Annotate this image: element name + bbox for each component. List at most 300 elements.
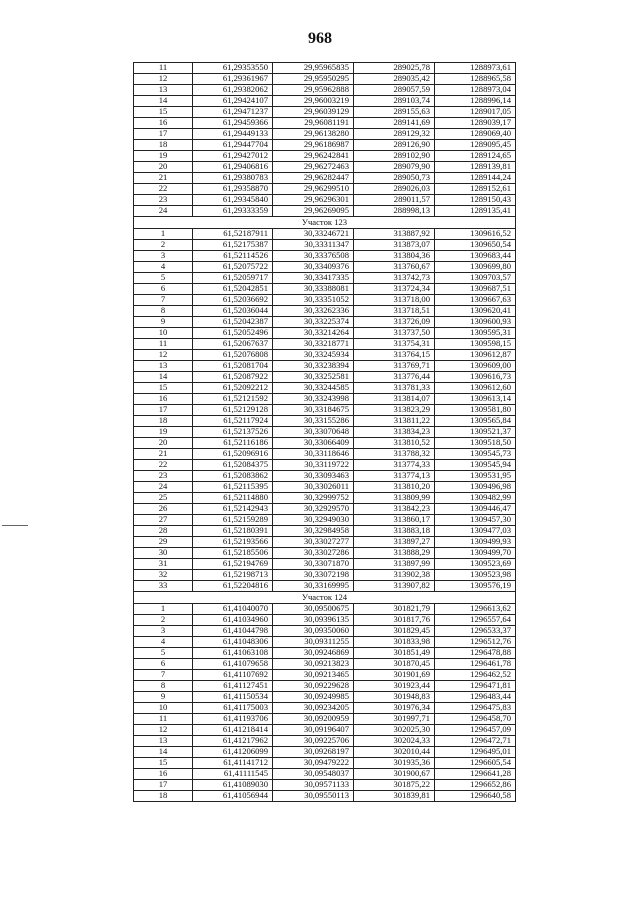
longitude-cell: 30,33218771 — [273, 339, 354, 350]
latitude-cell: 61,52036692 — [193, 295, 273, 306]
point-number-cell: 28 — [134, 526, 193, 537]
y-coordinate-cell: 1296458,70 — [435, 714, 516, 725]
point-number-cell: 8 — [134, 306, 193, 317]
point-number-cell: 23 — [134, 471, 193, 482]
y-coordinate-cell: 1309565,84 — [435, 416, 516, 427]
latitude-cell: 61,41193706 — [193, 714, 273, 725]
latitude-cell: 61,52067637 — [193, 339, 273, 350]
longitude-cell: 30,32984958 — [273, 526, 354, 537]
table-row — [134, 306, 516, 317]
margin-mark — [2, 525, 28, 526]
point-number-cell: 13 — [134, 736, 193, 747]
table-row — [134, 372, 516, 383]
point-number-cell: 5 — [134, 273, 193, 284]
latitude-cell: 61,41063108 — [193, 648, 273, 659]
table-row — [134, 482, 516, 493]
x-coordinate-cell: 313718,51 — [354, 306, 435, 317]
table-row — [134, 548, 516, 559]
table-row — [134, 129, 516, 140]
point-number-cell: 24 — [134, 206, 193, 217]
x-coordinate-cell: 313842,23 — [354, 504, 435, 515]
point-number-cell: 13 — [134, 361, 193, 372]
table-row — [134, 151, 516, 162]
longitude-cell: 29,96081191 — [273, 118, 354, 129]
y-coordinate-cell: 1309598,15 — [435, 339, 516, 350]
y-coordinate-cell: 1309521,37 — [435, 427, 516, 438]
x-coordinate-cell: 313902,38 — [354, 570, 435, 581]
y-coordinate-cell: 1289152,61 — [435, 184, 516, 195]
y-coordinate-cell: 1296461,78 — [435, 659, 516, 670]
x-coordinate-cell: 289011,57 — [354, 195, 435, 206]
latitude-cell: 61,52096916 — [193, 449, 273, 460]
y-coordinate-cell: 1309496,98 — [435, 482, 516, 493]
longitude-cell: 29,96003219 — [273, 96, 354, 107]
x-coordinate-cell: 301833,98 — [354, 637, 435, 648]
y-coordinate-cell: 1309523,69 — [435, 559, 516, 570]
y-coordinate-cell: 1309616,73 — [435, 372, 516, 383]
y-coordinate-cell: 1309703,57 — [435, 273, 516, 284]
point-number-cell: 5 — [134, 648, 193, 659]
point-number-cell: 1 — [134, 229, 193, 240]
x-coordinate-cell: 301829,45 — [354, 626, 435, 637]
x-coordinate-cell: 289141,69 — [354, 118, 435, 129]
y-coordinate-cell: 1296475,83 — [435, 703, 516, 714]
x-coordinate-cell: 313781,33 — [354, 383, 435, 394]
x-coordinate-cell: 301817,76 — [354, 615, 435, 626]
latitude-cell: 61,29333359 — [193, 206, 273, 217]
point-number-cell: 2 — [134, 240, 193, 251]
point-number-cell: 19 — [134, 151, 193, 162]
point-number-cell: 13 — [134, 85, 193, 96]
point-number-cell: 18 — [134, 791, 193, 802]
longitude-cell: 30,33417335 — [273, 273, 354, 284]
latitude-cell: 61,29424107 — [193, 96, 273, 107]
latitude-cell: 61,41079658 — [193, 659, 273, 670]
x-coordinate-cell: 302024,33 — [354, 736, 435, 747]
page-number: 968 — [308, 30, 332, 47]
longitude-cell: 30,33118646 — [273, 449, 354, 460]
point-number-cell: 25 — [134, 493, 193, 504]
table-row — [134, 449, 516, 460]
latitude-cell: 61,52142943 — [193, 504, 273, 515]
point-number-cell: 20 — [134, 438, 193, 449]
longitude-cell: 30,32949030 — [273, 515, 354, 526]
point-number-cell: 7 — [134, 295, 193, 306]
point-number-cell: 2 — [134, 615, 193, 626]
table-row — [134, 581, 516, 592]
latitude-cell: 61,52036044 — [193, 306, 273, 317]
table-row — [134, 604, 516, 615]
y-coordinate-cell: 1309600,93 — [435, 317, 516, 328]
x-coordinate-cell: 313873,07 — [354, 240, 435, 251]
point-number-cell: 19 — [134, 427, 193, 438]
point-number-cell: 29 — [134, 537, 193, 548]
longitude-cell: 30,33243998 — [273, 394, 354, 405]
table-row — [134, 339, 516, 350]
y-coordinate-cell: 1289144,24 — [435, 173, 516, 184]
y-coordinate-cell: 1309523,98 — [435, 570, 516, 581]
x-coordinate-cell: 301923,44 — [354, 681, 435, 692]
latitude-cell: 61,52185506 — [193, 548, 273, 559]
latitude-cell: 61,52115395 — [193, 482, 273, 493]
table-row — [134, 537, 516, 548]
point-number-cell: 14 — [134, 96, 193, 107]
longitude-cell: 30,33155286 — [273, 416, 354, 427]
point-number-cell: 22 — [134, 460, 193, 471]
coordinates-table — [133, 62, 516, 802]
point-number-cell: 10 — [134, 703, 193, 714]
longitude-cell: 30,33026011 — [273, 482, 354, 493]
table-row — [134, 648, 516, 659]
table-row — [134, 240, 516, 251]
table-row — [134, 736, 516, 747]
y-coordinate-cell: 1296641,28 — [435, 769, 516, 780]
table-row — [134, 471, 516, 482]
longitude-cell: 29,96296301 — [273, 195, 354, 206]
longitude-cell: 30,33238394 — [273, 361, 354, 372]
y-coordinate-cell: 1309613,14 — [435, 394, 516, 405]
table-row — [134, 747, 516, 758]
longitude-cell: 29,96299510 — [273, 184, 354, 195]
x-coordinate-cell: 313810,52 — [354, 438, 435, 449]
point-number-cell: 17 — [134, 405, 193, 416]
table-row — [134, 162, 516, 173]
x-coordinate-cell: 313754,31 — [354, 339, 435, 350]
table-row — [134, 394, 516, 405]
x-coordinate-cell: 313888,29 — [354, 548, 435, 559]
longitude-cell: 30,09268197 — [273, 747, 354, 758]
latitude-cell: 61,41218414 — [193, 725, 273, 736]
point-number-cell: 3 — [134, 626, 193, 637]
table-row — [134, 184, 516, 195]
y-coordinate-cell: 1296557,64 — [435, 615, 516, 626]
y-coordinate-cell: 1309499,70 — [435, 548, 516, 559]
x-coordinate-cell: 313764,15 — [354, 350, 435, 361]
table-row — [134, 107, 516, 118]
x-coordinate-cell: 313718,00 — [354, 295, 435, 306]
table-row — [134, 438, 516, 449]
latitude-cell: 61,52187911 — [193, 229, 273, 240]
latitude-cell: 61,52116186 — [193, 438, 273, 449]
x-coordinate-cell: 313810,20 — [354, 482, 435, 493]
x-coordinate-cell: 313814,07 — [354, 394, 435, 405]
latitude-cell: 61,41217962 — [193, 736, 273, 747]
section-header-row — [134, 592, 516, 604]
longitude-cell: 30,09550113 — [273, 791, 354, 802]
point-number-cell: 24 — [134, 482, 193, 493]
x-coordinate-cell: 313724,34 — [354, 284, 435, 295]
point-number-cell: 18 — [134, 140, 193, 151]
point-number-cell: 23 — [134, 195, 193, 206]
x-coordinate-cell: 313804,36 — [354, 251, 435, 262]
table-row — [134, 273, 516, 284]
y-coordinate-cell: 1288965,58 — [435, 74, 516, 85]
point-number-cell: 15 — [134, 383, 193, 394]
table-row — [134, 74, 516, 85]
x-coordinate-cell: 288998,13 — [354, 206, 435, 217]
point-number-cell: 7 — [134, 670, 193, 681]
point-number-cell: 1 — [134, 604, 193, 615]
y-coordinate-cell: 1309699,80 — [435, 262, 516, 273]
section-title: Участок 123 — [134, 217, 516, 229]
x-coordinate-cell: 313742,73 — [354, 273, 435, 284]
latitude-cell: 61,41150534 — [193, 692, 273, 703]
table-row — [134, 251, 516, 262]
y-coordinate-cell: 1296495,01 — [435, 747, 516, 758]
longitude-cell: 30,09548037 — [273, 769, 354, 780]
y-coordinate-cell: 1289135,41 — [435, 206, 516, 217]
point-number-cell: 11 — [134, 714, 193, 725]
latitude-cell: 61,41111545 — [193, 769, 273, 780]
x-coordinate-cell: 289155,63 — [354, 107, 435, 118]
table-row — [134, 118, 516, 129]
y-coordinate-cell: 1309620,41 — [435, 306, 516, 317]
y-coordinate-cell: 1289150,43 — [435, 195, 516, 206]
x-coordinate-cell: 289026,03 — [354, 184, 435, 195]
longitude-cell: 30,33066409 — [273, 438, 354, 449]
y-coordinate-cell: 1296478,88 — [435, 648, 516, 659]
table-row — [134, 780, 516, 791]
longitude-cell: 30,33244585 — [273, 383, 354, 394]
longitude-cell: 30,33245934 — [273, 350, 354, 361]
latitude-cell: 61,41141712 — [193, 758, 273, 769]
latitude-cell: 61,52083862 — [193, 471, 273, 482]
longitude-cell: 30,33093463 — [273, 471, 354, 482]
table-row — [134, 361, 516, 372]
latitude-cell: 61,52114526 — [193, 251, 273, 262]
latitude-cell: 61,52175387 — [193, 240, 273, 251]
y-coordinate-cell: 1288973,61 — [435, 63, 516, 74]
point-number-cell: 16 — [134, 769, 193, 780]
table-row — [134, 703, 516, 714]
y-coordinate-cell: 1309581,80 — [435, 405, 516, 416]
x-coordinate-cell: 313860,17 — [354, 515, 435, 526]
longitude-cell: 30,09213465 — [273, 670, 354, 681]
table-row — [134, 284, 516, 295]
longitude-cell: 29,96039129 — [273, 107, 354, 118]
x-coordinate-cell: 313774,13 — [354, 471, 435, 482]
table-row — [134, 405, 516, 416]
latitude-cell: 61,52042851 — [193, 284, 273, 295]
table-row — [134, 63, 516, 74]
latitude-cell: 61,52114880 — [193, 493, 273, 504]
longitude-cell: 30,33252581 — [273, 372, 354, 383]
x-coordinate-cell: 301851,49 — [354, 648, 435, 659]
x-coordinate-cell: 289129,32 — [354, 129, 435, 140]
section-title: Участок 124 — [134, 592, 516, 604]
longitude-cell: 29,96242841 — [273, 151, 354, 162]
latitude-cell: 61,41056944 — [193, 791, 273, 802]
point-number-cell: 9 — [134, 317, 193, 328]
coordinates-table-body — [134, 63, 516, 802]
point-number-cell: 12 — [134, 74, 193, 85]
latitude-cell: 61,29449133 — [193, 129, 273, 140]
longitude-cell: 30,09350060 — [273, 626, 354, 637]
longitude-cell: 30,33169995 — [273, 581, 354, 592]
point-number-cell: 27 — [134, 515, 193, 526]
longitude-cell: 30,33184675 — [273, 405, 354, 416]
longitude-cell: 29,96186987 — [273, 140, 354, 151]
table-row — [134, 295, 516, 306]
latitude-cell: 61,52204816 — [193, 581, 273, 592]
point-number-cell: 15 — [134, 107, 193, 118]
table-row — [134, 317, 516, 328]
point-number-cell: 14 — [134, 747, 193, 758]
longitude-cell: 30,09234205 — [273, 703, 354, 714]
table-row — [134, 769, 516, 780]
latitude-cell: 61,52076808 — [193, 350, 273, 361]
latitude-cell: 61,29380783 — [193, 173, 273, 184]
table-row — [134, 173, 516, 184]
longitude-cell: 30,33225374 — [273, 317, 354, 328]
x-coordinate-cell: 313774,33 — [354, 460, 435, 471]
latitude-cell: 61,52081704 — [193, 361, 273, 372]
point-number-cell: 16 — [134, 118, 193, 129]
x-coordinate-cell: 289035,42 — [354, 74, 435, 85]
latitude-cell: 61,29459366 — [193, 118, 273, 129]
longitude-cell: 29,96272463 — [273, 162, 354, 173]
x-coordinate-cell: 313760,67 — [354, 262, 435, 273]
y-coordinate-cell: 1296512,76 — [435, 637, 516, 648]
table-row — [134, 670, 516, 681]
longitude-cell: 30,33027286 — [273, 548, 354, 559]
x-coordinate-cell: 313769,71 — [354, 361, 435, 372]
point-number-cell: 6 — [134, 284, 193, 295]
longitude-cell: 30,09213823 — [273, 659, 354, 670]
point-number-cell: 17 — [134, 780, 193, 791]
point-number-cell: 8 — [134, 681, 193, 692]
longitude-cell: 30,09396135 — [273, 615, 354, 626]
point-number-cell: 3 — [134, 251, 193, 262]
y-coordinate-cell: 1296462,52 — [435, 670, 516, 681]
table-row — [134, 570, 516, 581]
longitude-cell: 30,09500675 — [273, 604, 354, 615]
latitude-cell: 61,41206099 — [193, 747, 273, 758]
table-row — [134, 725, 516, 736]
latitude-cell: 61,41044798 — [193, 626, 273, 637]
y-coordinate-cell: 1309595,31 — [435, 328, 516, 339]
longitude-cell: 30,33072198 — [273, 570, 354, 581]
point-number-cell: 30 — [134, 548, 193, 559]
y-coordinate-cell: 1309576,19 — [435, 581, 516, 592]
y-coordinate-cell: 1309457,30 — [435, 515, 516, 526]
x-coordinate-cell: 313887,92 — [354, 229, 435, 240]
y-coordinate-cell: 1309531,95 — [435, 471, 516, 482]
x-coordinate-cell: 289102,90 — [354, 151, 435, 162]
point-number-cell: 31 — [134, 559, 193, 570]
y-coordinate-cell: 1296457,09 — [435, 725, 516, 736]
x-coordinate-cell: 289025,78 — [354, 63, 435, 74]
y-coordinate-cell: 1309518,50 — [435, 438, 516, 449]
y-coordinate-cell: 1309683,44 — [435, 251, 516, 262]
longitude-cell: 30,33027277 — [273, 537, 354, 548]
longitude-cell: 29,96138280 — [273, 129, 354, 140]
latitude-cell: 61,52159289 — [193, 515, 273, 526]
point-number-cell: 21 — [134, 449, 193, 460]
table-row — [134, 791, 516, 802]
longitude-cell: 30,09229628 — [273, 681, 354, 692]
x-coordinate-cell: 301901,69 — [354, 670, 435, 681]
longitude-cell: 30,09200959 — [273, 714, 354, 725]
x-coordinate-cell: 301935,36 — [354, 758, 435, 769]
longitude-cell: 29,95962888 — [273, 85, 354, 96]
y-coordinate-cell: 1309616,52 — [435, 229, 516, 240]
longitude-cell: 30,09225706 — [273, 736, 354, 747]
x-coordinate-cell: 313788,32 — [354, 449, 435, 460]
x-coordinate-cell: 289050,73 — [354, 173, 435, 184]
x-coordinate-cell: 313809,99 — [354, 493, 435, 504]
x-coordinate-cell: 301900,67 — [354, 769, 435, 780]
longitude-cell: 29,96269095 — [273, 206, 354, 217]
latitude-cell: 61,29447704 — [193, 140, 273, 151]
latitude-cell: 61,52059717 — [193, 273, 273, 284]
latitude-cell: 61,41089030 — [193, 780, 273, 791]
table-row — [134, 626, 516, 637]
y-coordinate-cell: 1296640,58 — [435, 791, 516, 802]
x-coordinate-cell: 289057,59 — [354, 85, 435, 96]
table-row — [134, 559, 516, 570]
latitude-cell: 61,52052496 — [193, 328, 273, 339]
latitude-cell: 61,52084375 — [193, 460, 273, 471]
latitude-cell: 61,29358870 — [193, 184, 273, 195]
table-row — [134, 383, 516, 394]
longitude-cell: 30,33246721 — [273, 229, 354, 240]
y-coordinate-cell: 1296483,44 — [435, 692, 516, 703]
y-coordinate-cell: 1309477,03 — [435, 526, 516, 537]
x-coordinate-cell: 313737,50 — [354, 328, 435, 339]
longitude-cell: 29,96282447 — [273, 173, 354, 184]
latitude-cell: 61,29427012 — [193, 151, 273, 162]
y-coordinate-cell: 1309499,93 — [435, 537, 516, 548]
x-coordinate-cell: 289079,90 — [354, 162, 435, 173]
y-coordinate-cell: 1289017,05 — [435, 107, 516, 118]
y-coordinate-cell: 1309446,47 — [435, 504, 516, 515]
latitude-cell: 61,52129128 — [193, 405, 273, 416]
table-row — [134, 350, 516, 361]
point-number-cell: 17 — [134, 129, 193, 140]
table-row — [134, 692, 516, 703]
y-coordinate-cell: 1296652,86 — [435, 780, 516, 791]
table-row — [134, 758, 516, 769]
longitude-cell: 30,09246869 — [273, 648, 354, 659]
x-coordinate-cell: 313883,18 — [354, 526, 435, 537]
latitude-cell: 61,41175003 — [193, 703, 273, 714]
longitude-cell: 30,33388081 — [273, 284, 354, 295]
y-coordinate-cell: 1288973,04 — [435, 85, 516, 96]
x-coordinate-cell: 313823,29 — [354, 405, 435, 416]
table-row — [134, 229, 516, 240]
point-number-cell: 26 — [134, 504, 193, 515]
latitude-cell: 61,52087922 — [193, 372, 273, 383]
y-coordinate-cell: 1309687,51 — [435, 284, 516, 295]
x-coordinate-cell: 289126,90 — [354, 140, 435, 151]
latitude-cell: 61,52075722 — [193, 262, 273, 273]
point-number-cell: 20 — [134, 162, 193, 173]
x-coordinate-cell: 313834,23 — [354, 427, 435, 438]
longitude-cell: 30,09196407 — [273, 725, 354, 736]
latitude-cell: 61,41127451 — [193, 681, 273, 692]
longitude-cell: 30,33262336 — [273, 306, 354, 317]
point-number-cell: 21 — [134, 173, 193, 184]
point-number-cell: 16 — [134, 394, 193, 405]
table-row — [134, 206, 516, 217]
latitude-cell: 61,29361967 — [193, 74, 273, 85]
latitude-cell: 61,41034960 — [193, 615, 273, 626]
point-number-cell: 14 — [134, 372, 193, 383]
longitude-cell: 30,09479222 — [273, 758, 354, 769]
y-coordinate-cell: 1288996,14 — [435, 96, 516, 107]
latitude-cell: 61,52092212 — [193, 383, 273, 394]
